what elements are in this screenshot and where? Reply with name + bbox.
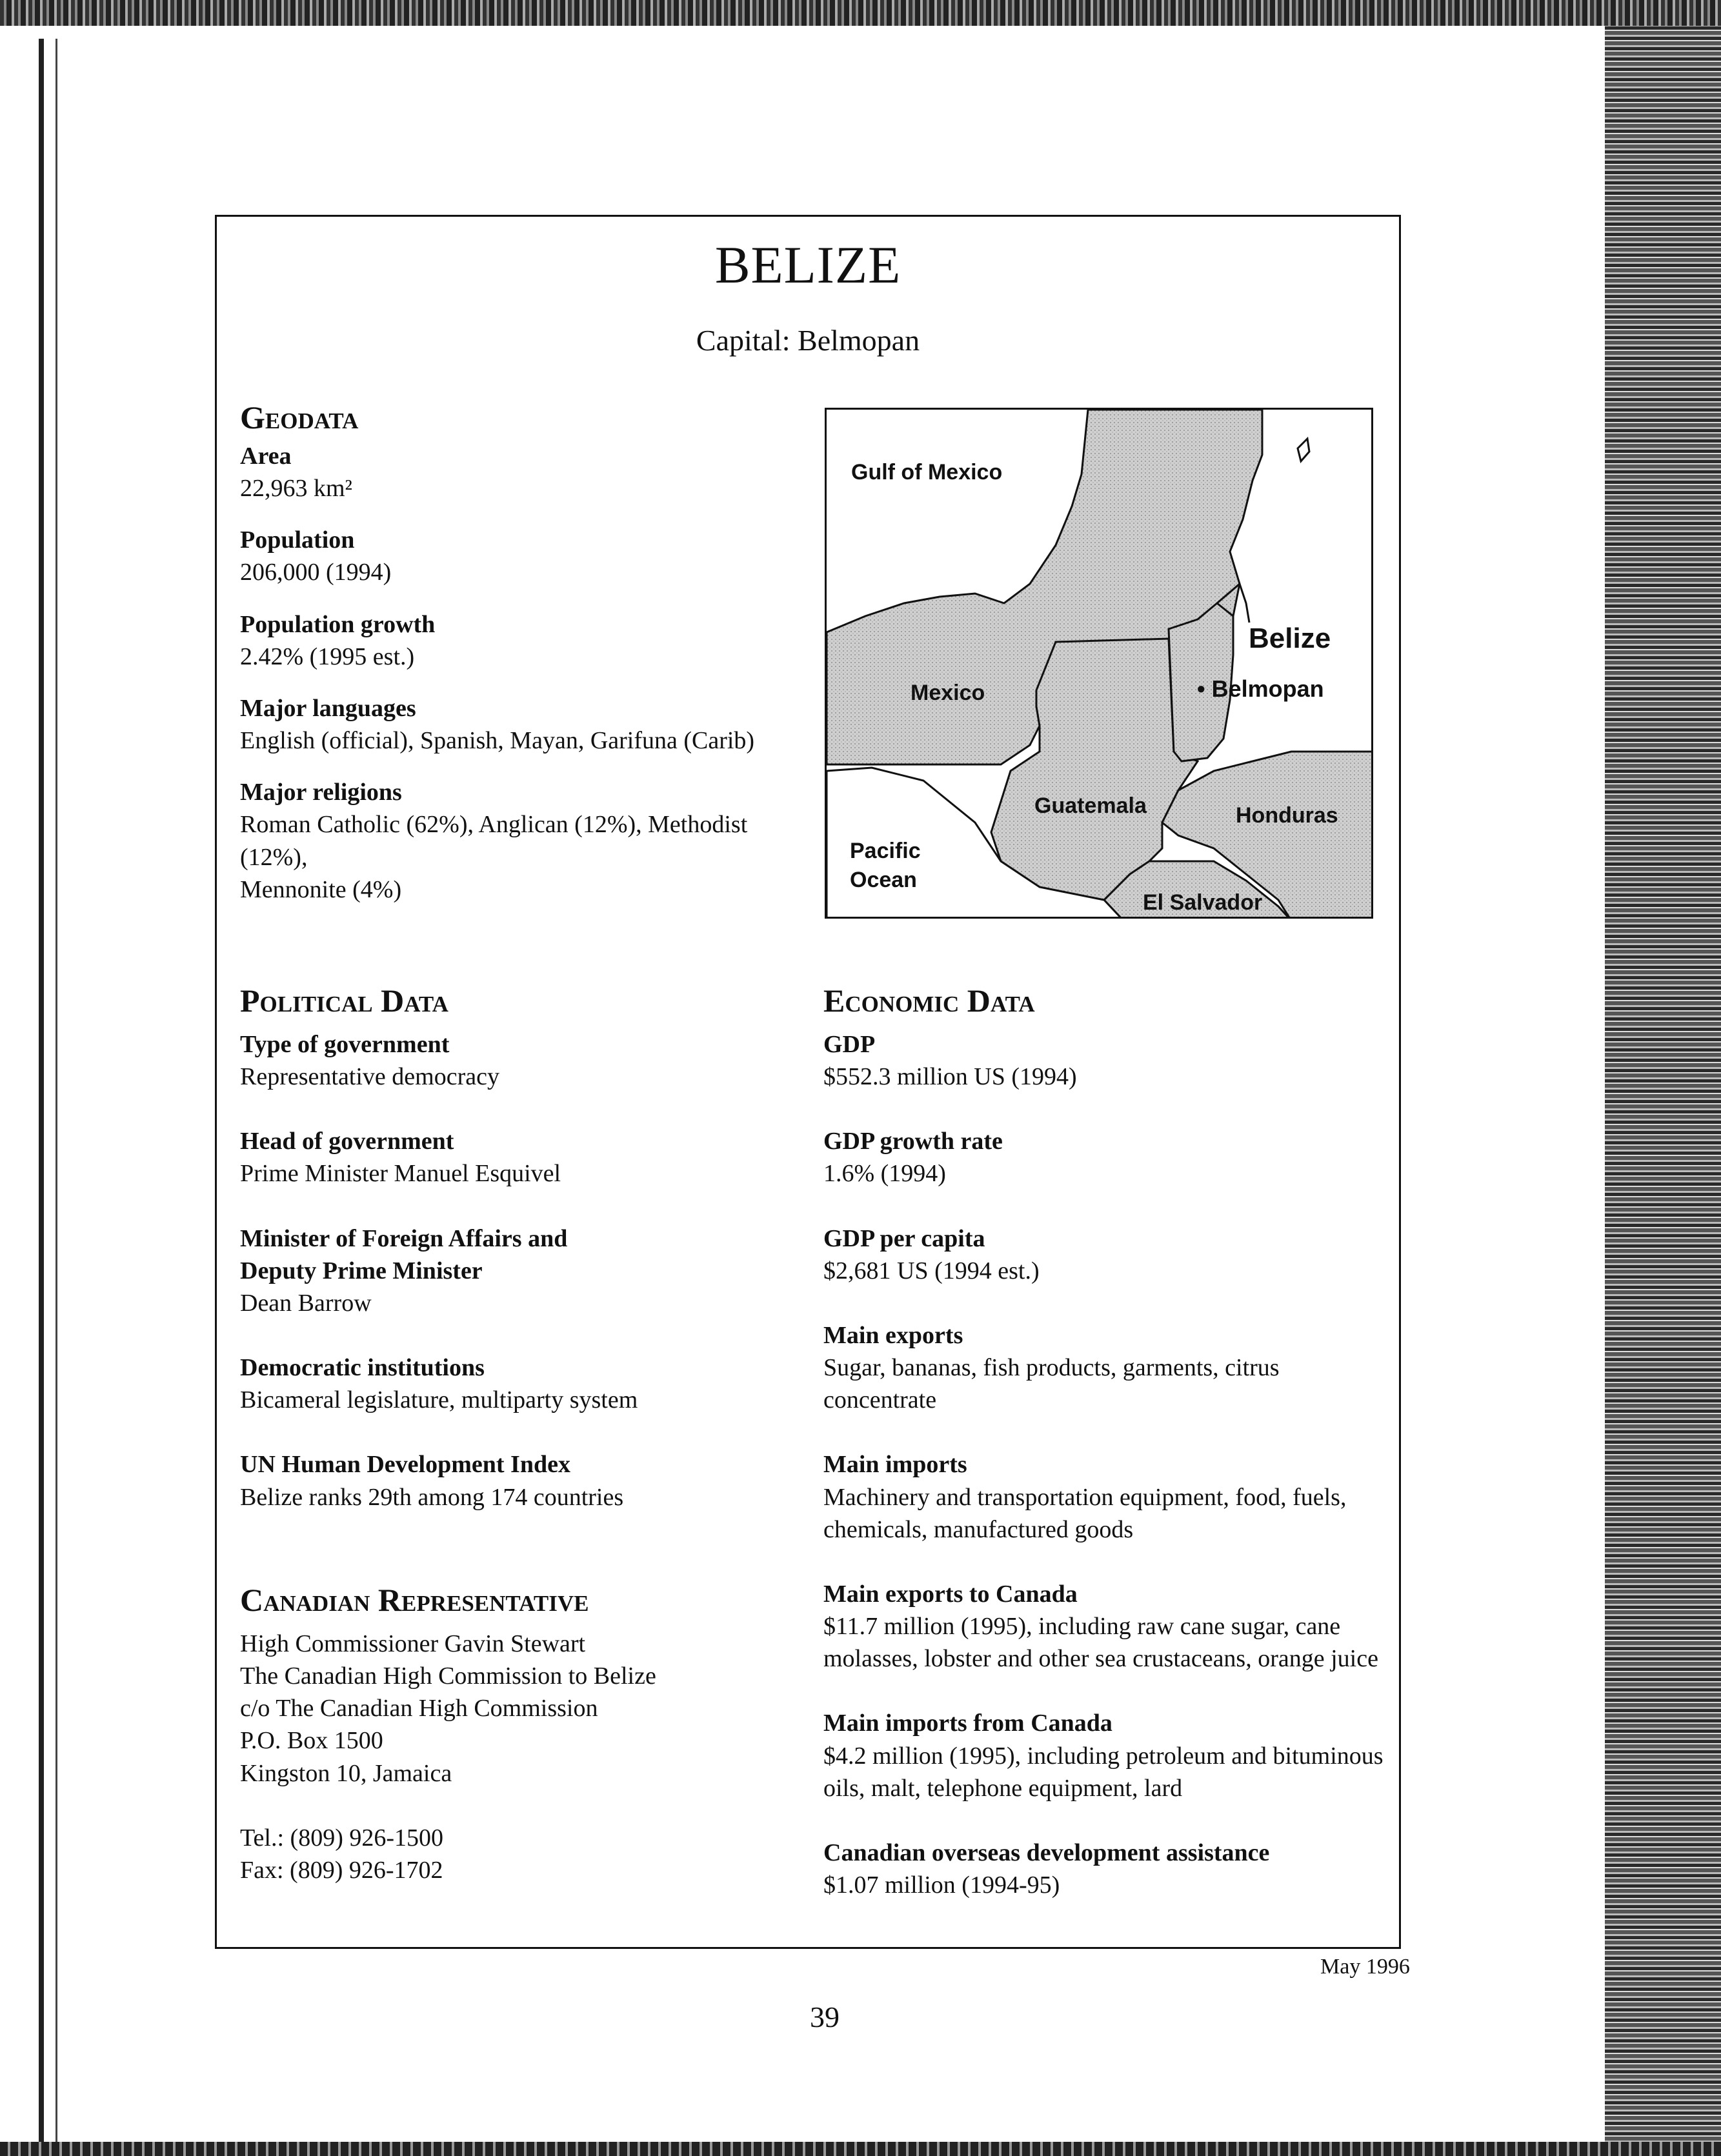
- gdp-growth-item: [823, 1125, 1391, 1190]
- map-label-belmopan: • Belmopan: [1197, 675, 1324, 702]
- foreign-minister-item: [240, 1223, 821, 1319]
- exports-to-canada-label: Main exports to Canada: [823, 1580, 1078, 1608]
- map-label-mexico: Mexico: [911, 681, 985, 705]
- religions-value-line-1: Roman Catholic (62%), Anglican (12%), Methodist (12%),: [240, 811, 748, 871]
- head-of-gov-value: Prime Minister Manuel Esquivel: [240, 1160, 561, 1188]
- gov-type-value: Representative democracy: [240, 1063, 499, 1091]
- gdp-item: [823, 1028, 1391, 1093]
- canadian-rep-line-4: P.O. Box 1500: [240, 1727, 383, 1755]
- economic-heading: Economic Data: [823, 983, 1035, 1019]
- page-number: 39: [810, 2001, 840, 2033]
- capital-line: Capital: Belmopan: [696, 324, 920, 357]
- main-exports-item: [823, 1319, 1391, 1416]
- imports-from-canada-value-line-2: oils, malt, telephone equipment, lard: [823, 1774, 1183, 1802]
- scan-edge-top: [0, 0, 1721, 26]
- religions-value-line-2: Mennonite (4%): [240, 875, 402, 903]
- scan-binding-line: [39, 39, 44, 2142]
- hdi-value: Belize ranks 29th among 174 countries: [240, 1483, 624, 1511]
- languages-label: Major languages: [240, 694, 416, 722]
- gov-type-item: [240, 1028, 821, 1093]
- gdp-per-capita-item: [823, 1223, 1391, 1287]
- canadian-rep-tel: Tel.: (809) 926-1500: [240, 1824, 444, 1852]
- geodata-heading: Geodata: [240, 399, 359, 435]
- democratic-institutions-item: [240, 1352, 821, 1416]
- head-of-gov-item: [240, 1125, 821, 1190]
- languages-value: English (official), Spanish, Mayan, Garifuna (Carib): [240, 727, 755, 755]
- geodata-section: [240, 399, 821, 925]
- population-growth-label: Population growth: [240, 610, 436, 638]
- scan-edge-right: [1605, 26, 1721, 2156]
- political-heading: Political Data: [240, 983, 448, 1019]
- foreign-minister-label-line-1: Minister of Foreign Affairs and: [240, 1224, 568, 1252]
- canadian-rep-line-2: The Canadian High Commission to Belize: [240, 1662, 656, 1690]
- hdi-item: [240, 1448, 821, 1513]
- exports-to-canada-value-line-2: molasses, lobster and other sea crustaceans, orange juice: [823, 1645, 1378, 1673]
- population-growth-value: 2.42% (1995 est.): [240, 643, 415, 670]
- region-map: [825, 408, 1373, 919]
- gdp-value: $552.3 million US (1994): [823, 1063, 1077, 1091]
- area-label: Area: [240, 443, 292, 470]
- gov-type-label: Type of government: [240, 1031, 450, 1058]
- religions-label: Major religions: [240, 779, 402, 806]
- population-label: Population: [240, 526, 355, 554]
- exports-to-canada-item: [823, 1578, 1391, 1675]
- democratic-institutions-label: Democratic institutions: [240, 1354, 485, 1382]
- area-value: 22,963 km²: [240, 475, 352, 503]
- main-imports-label: Main imports: [823, 1451, 967, 1479]
- gdp-per-capita-value: $2,681 US (1994 est.): [823, 1257, 1040, 1284]
- main-imports-item: [823, 1448, 1391, 1545]
- canadian-representative-section: [240, 1581, 821, 1886]
- gdp-growth-label: GDP growth rate: [823, 1128, 1003, 1155]
- religions-item: [240, 776, 821, 906]
- oda-label: Canadian overseas development assistance: [823, 1839, 1270, 1866]
- map-label-ocean: Ocean: [850, 868, 917, 892]
- area-item: [240, 440, 821, 504]
- map-label-belize: Belize: [1249, 623, 1331, 654]
- head-of-gov-label: Head of government: [240, 1128, 454, 1155]
- population-value: 206,000 (1994): [240, 559, 392, 586]
- scan-edge-bottom: [0, 2142, 1721, 2156]
- map-label-guatemala: Guatemala: [1034, 794, 1147, 818]
- imports-from-canada-value-line-1: $4.2 million (1995), including petroleum and bituminous: [823, 1742, 1384, 1770]
- map-label-honduras: Honduras: [1236, 803, 1338, 828]
- foreign-minister-label-line-2: Deputy Prime Minister: [240, 1257, 483, 1284]
- population-growth-item: [240, 608, 821, 673]
- oda-value: $1.07 million (1994-95): [823, 1871, 1060, 1899]
- hdi-label: UN Human Development Index: [240, 1451, 570, 1479]
- foreign-minister-value: Dean Barrow: [240, 1289, 372, 1317]
- main-exports-value: Sugar, bananas, fish products, garments, citrus concentrate: [823, 1354, 1280, 1414]
- map-label-el-salvador: El Salvador: [1143, 890, 1263, 915]
- canadian-rep-line-1: High Commissioner Gavin Stewart: [240, 1630, 586, 1657]
- political-section: [240, 982, 821, 1533]
- imports-from-canada-label: Main imports from Canada: [823, 1710, 1112, 1737]
- canadian-rep-line-3: c/o The Canadian High Commission: [240, 1695, 598, 1722]
- map-label-gulf-of-mexico: Gulf of Mexico: [851, 460, 1003, 484]
- canadian-rep-heading: Canadian Representative: [240, 1582, 589, 1618]
- gdp-per-capita-label: GDP per capita: [823, 1224, 985, 1252]
- canadian-rep-fax: Fax: (809) 926-1702: [240, 1856, 443, 1884]
- democratic-institutions-value: Bicameral legislature, multiparty system: [240, 1386, 638, 1414]
- main-imports-value-line-1: Machinery and transportation equipment, food, fuels,: [823, 1483, 1347, 1511]
- fact-sheet-frame: [215, 215, 1401, 1949]
- oda-item: [823, 1837, 1391, 1901]
- gdp-growth-value: 1.6% (1994): [823, 1160, 946, 1188]
- publication-date: May 1996: [1320, 1955, 1410, 1979]
- map-label-pacific: Pacific: [850, 839, 921, 863]
- exports-to-canada-value-line-1: $11.7 million (1995), including raw cane sugar, cane: [823, 1613, 1341, 1641]
- main-exports-label: Main exports: [823, 1321, 963, 1349]
- scan-binding-line-thin: [55, 39, 57, 2142]
- canadian-rep-line-5: Kingston 10, Jamaica: [240, 1759, 452, 1787]
- languages-item: [240, 692, 821, 757]
- economic-section: [823, 982, 1391, 1921]
- island-shape: [1298, 439, 1309, 461]
- main-imports-value-line-2: chemicals, manufactured goods: [823, 1515, 1134, 1543]
- imports-from-canada-item: [823, 1707, 1391, 1804]
- population-item: [240, 524, 821, 588]
- gdp-label: GDP: [823, 1031, 876, 1058]
- country-title: BELIZE: [714, 235, 901, 294]
